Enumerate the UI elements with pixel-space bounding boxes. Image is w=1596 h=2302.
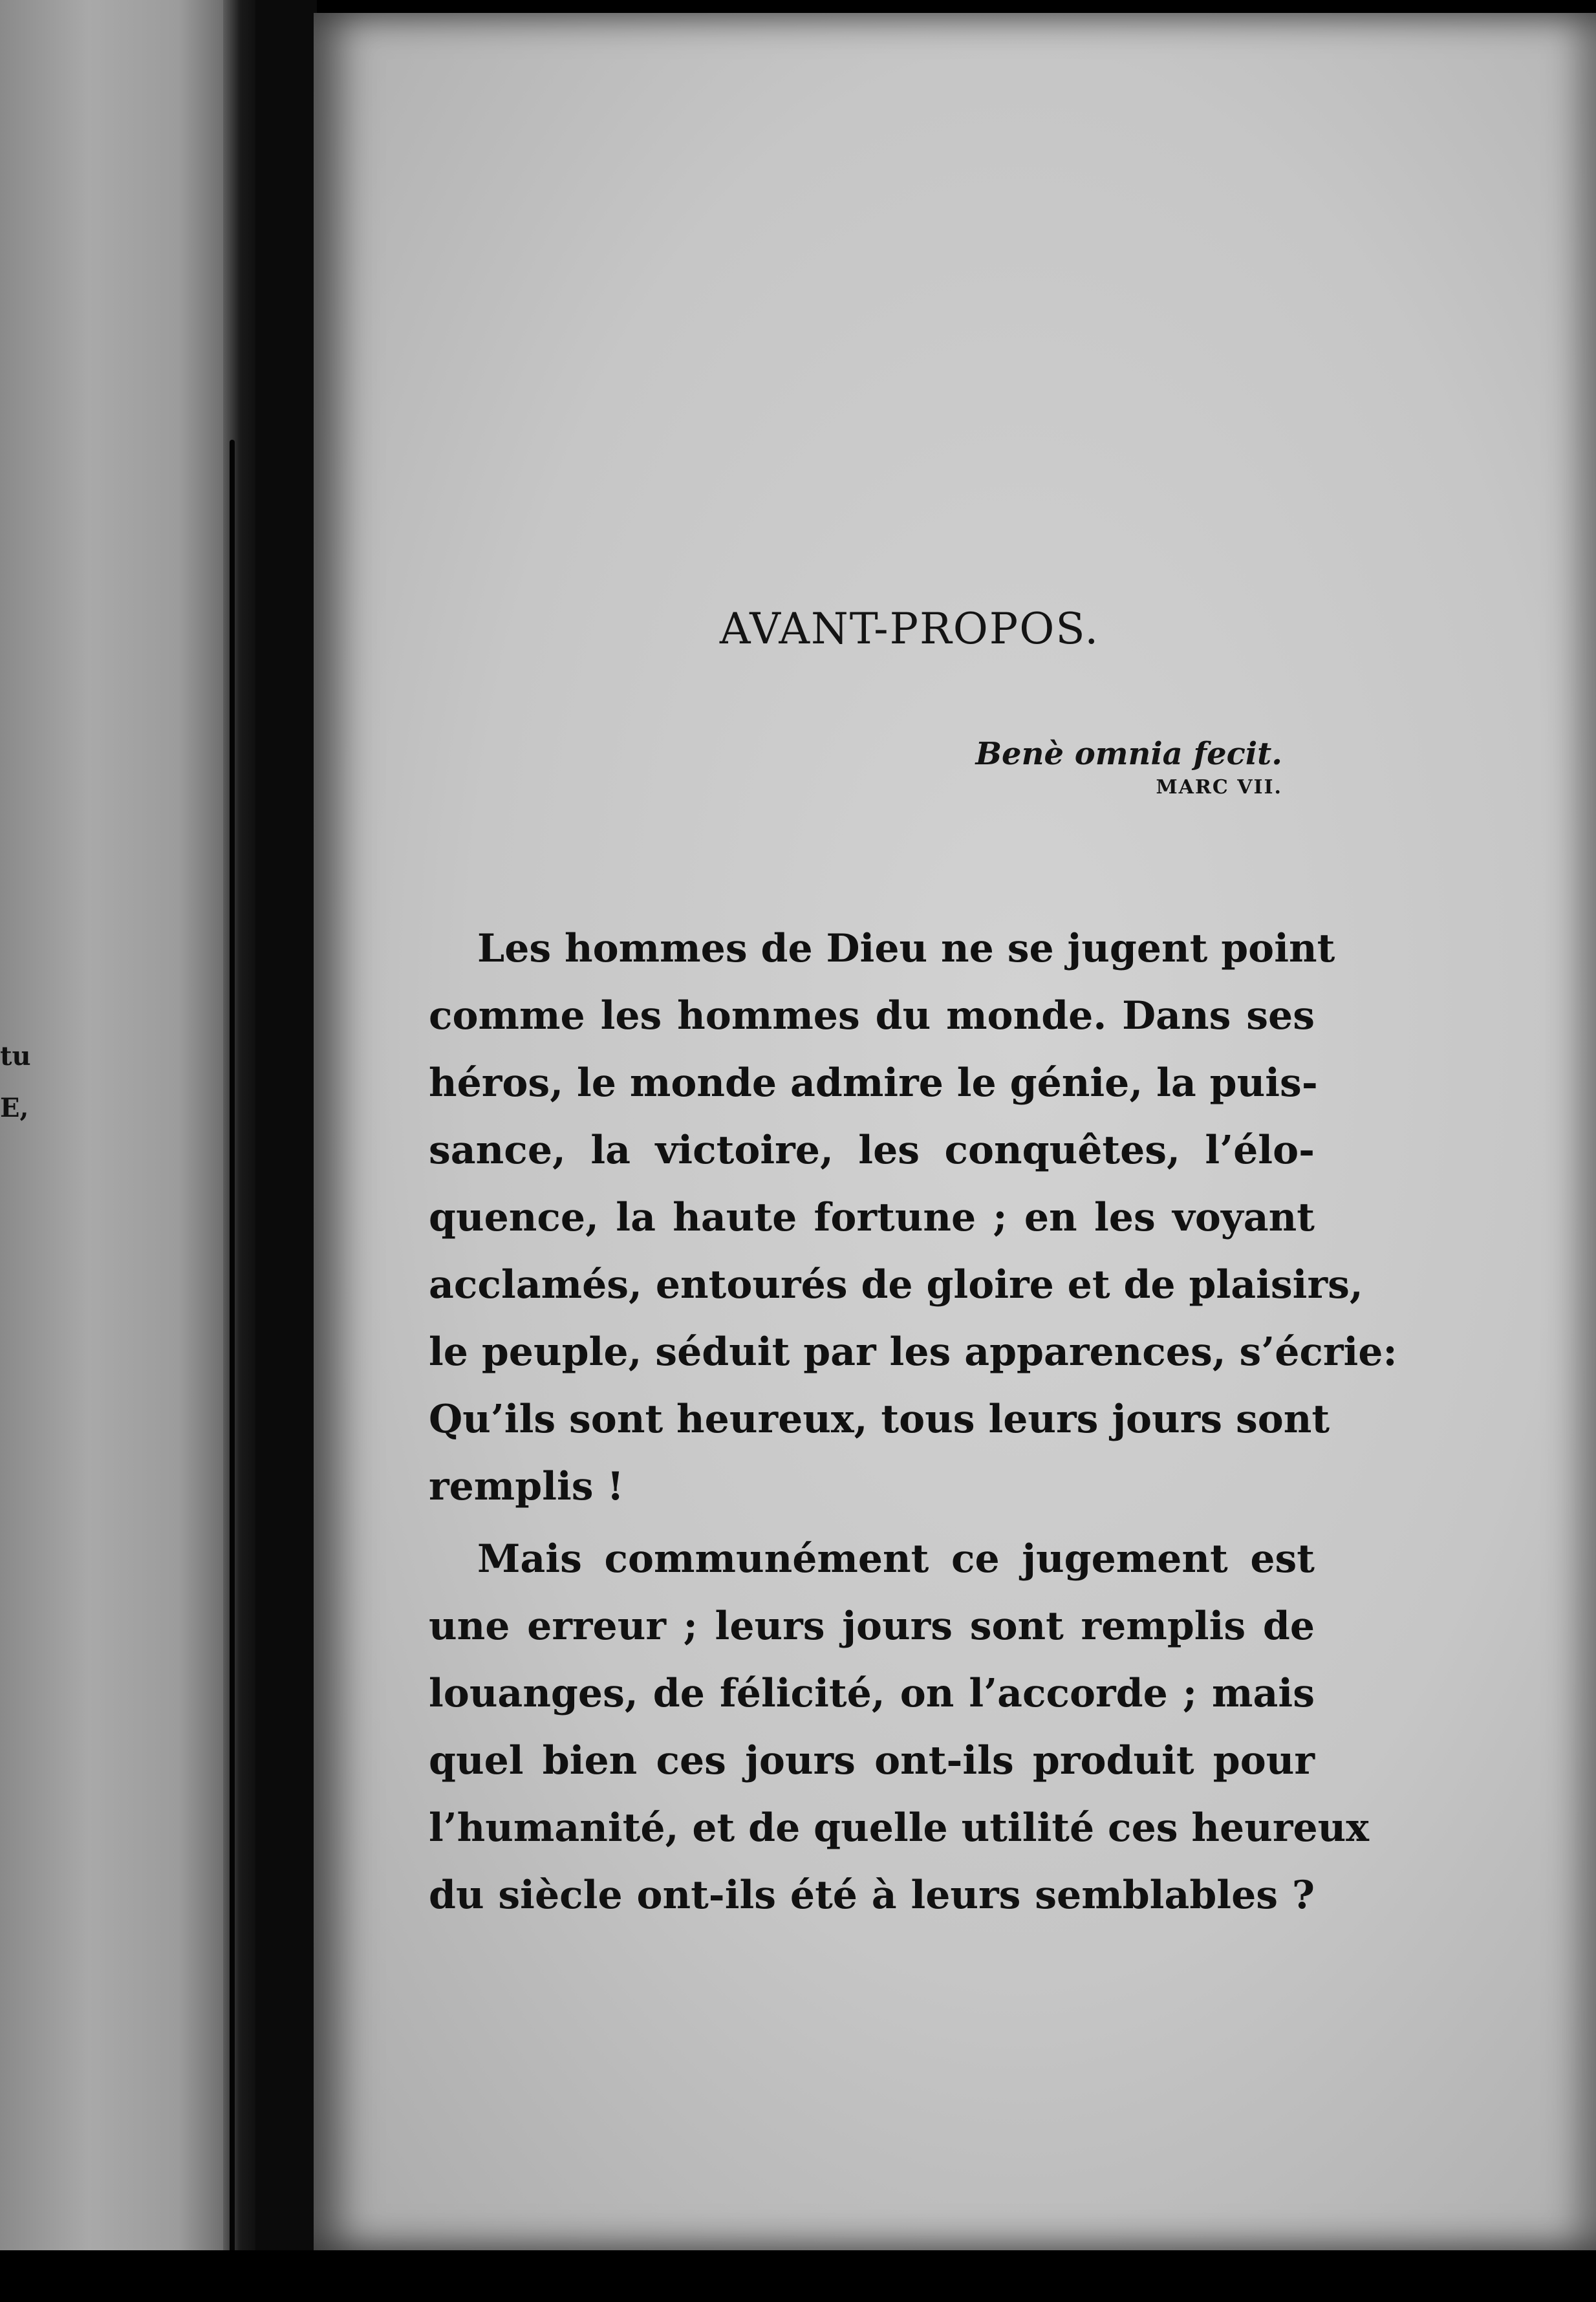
epigraph [975,736,1282,799]
text-line: Les hommes de Dieu ne se jugent point [477,926,1335,971]
text-line: quence, la haute fortune ; en les voyant [429,1195,1315,1240]
paragraph [429,915,1397,1520]
epigraph-source: MARC VII. [1156,776,1282,799]
text-line: acclamés, entourés de gloire et de plaisirs, [429,1262,1363,1307]
text-line: Mais communément ce jugement est [477,1536,1315,1582]
text-line: louanges, de félicité, on l’accorde ; mais [429,1671,1315,1716]
text-line: du siècle ont-ils été à leurs semblables ? [429,1873,1315,1918]
text-line: une erreur ; leurs jours sont remplis de [429,1604,1315,1649]
text-line: sance, la victoire, les conquêtes, l’élo- [429,1128,1315,1173]
text-line: le peuple, séduit par les apparences, s’écrie: [429,1329,1397,1375]
epigraph-quote: Benè omnia fecit. [975,736,1282,772]
body-text [429,915,1397,1934]
paragraph [429,1525,1370,1929]
text-line: quel bien ces jours ont-ils produit pour [429,1738,1315,1783]
scan-border [0,2250,1596,2302]
left-page-text-fragment: tu [0,1041,31,1071]
text-line: remplis ! [429,1464,624,1509]
left-facing-page [0,0,223,2250]
book-page [314,13,1596,2250]
page-title: AVANT-PROPOS. [719,604,1100,654]
text-line: héros, le monde admire le génie, la puis- [429,1060,1318,1106]
spine-binding-line [230,440,235,2263]
text-line: l’humanité, et de quelle utilité ces heureux [429,1805,1370,1851]
text-line: Qu’ils sont heureux, tous leurs jours sont [429,1397,1330,1442]
page-gutter [255,0,317,2250]
text-line: comme les hommes du monde. Dans ses [429,993,1315,1038]
left-page-text-fragment: E, [0,1093,29,1123]
